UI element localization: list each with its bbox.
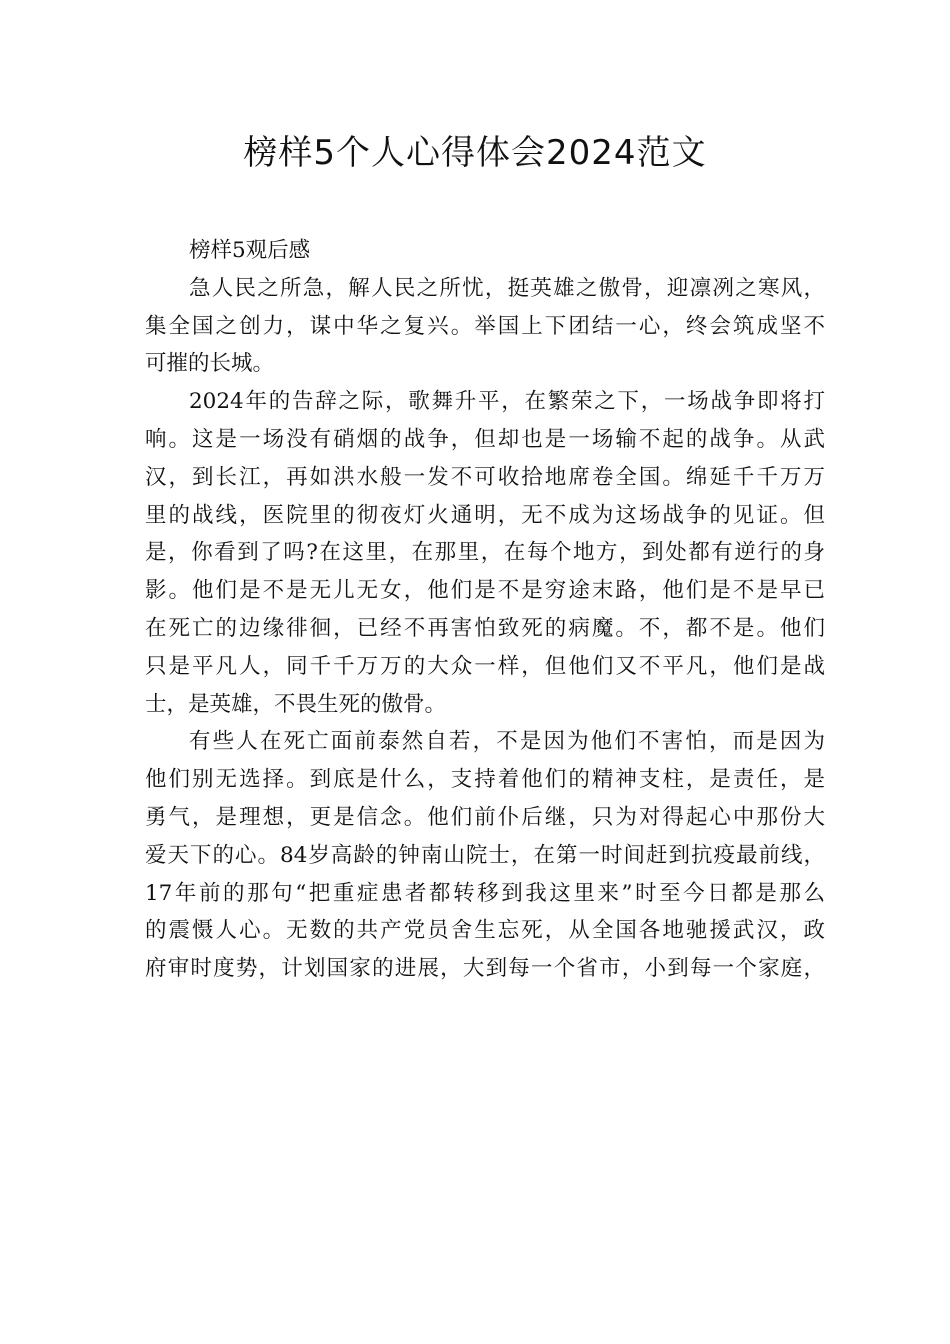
paragraph-line: 影。他们是不是无儿无女，他们是不是穷途末路，他们是不是早已: [145, 578, 825, 604]
paragraph-line: 汉，到长江，再如洪水般一发不可收拾地席卷全国。绵延千千万万: [145, 464, 825, 490]
paragraph-line: 爱天下的心。84岁高龄的钟南山院士，在第一时间赶到抗疫最前线，: [145, 842, 825, 868]
document-title: 榜样5个人心得体会2024范文: [243, 133, 707, 173]
paragraph-line: 他们别无选择。到底是什么，支持着他们的精神支柱，是责任，是: [145, 767, 825, 793]
paragraph-line: 集全国之创力，谋中华之复兴。举国上下团结一心，终会筑成坚不: [145, 313, 825, 339]
paragraph-line: 士，是英雄，不畏生死的傲骨。: [145, 691, 447, 717]
paragraph-line: 有些人在死亡面前泰然自若，不是因为他们不害怕，而是因为: [189, 729, 825, 755]
paragraph-line: 只是平凡人，同千千万万的大众一样，但他们又不平凡，他们是战: [145, 653, 825, 679]
paragraph-line: 可摧的长城。: [145, 351, 275, 377]
paragraph-line: 在死亡的边缘徘徊，已经不再害怕致死的病魔。不，都不是。他们: [145, 615, 825, 641]
paragraph-line: 里的战线，医院里的彻夜灯火通明，无不成为这场战争的见证。但: [145, 502, 825, 528]
paragraph-line: 府审时度势，计划国家的进展，大到每一个省市，小到每一个家庭，: [145, 956, 825, 982]
paragraph-line: 勇气，是理想，更是信念。他们前仆后继，只为对得起心中那份大: [145, 804, 825, 830]
paragraph-line: 是，你看到了吗?在这里，在那里，在每个地方，到处都有逆行的身: [145, 540, 825, 566]
subtitle-line: 榜样5观后感: [189, 238, 311, 263]
paragraph-line: 响。这是一场没有硝烟的战争，但却也是一场输不起的战争。从武: [145, 426, 825, 452]
paragraph-line: 17年前的那句“把重症患者都转移到我这里来”时至今日都是那么: [145, 880, 825, 906]
document-body: [145, 232, 825, 988]
paragraph-line: 2024年的告辞之际，歌舞升平，在繁荣之下，一场战争即将打: [189, 389, 825, 415]
paragraph-line: 的震慑人心。无数的共产党员舍生忘死，从全国各地驰援武汉，政: [145, 918, 825, 944]
paragraph-line: 急人民之所急，解人民之所忧，挺英雄之傲骨，迎凛冽之寒风，: [189, 275, 825, 301]
